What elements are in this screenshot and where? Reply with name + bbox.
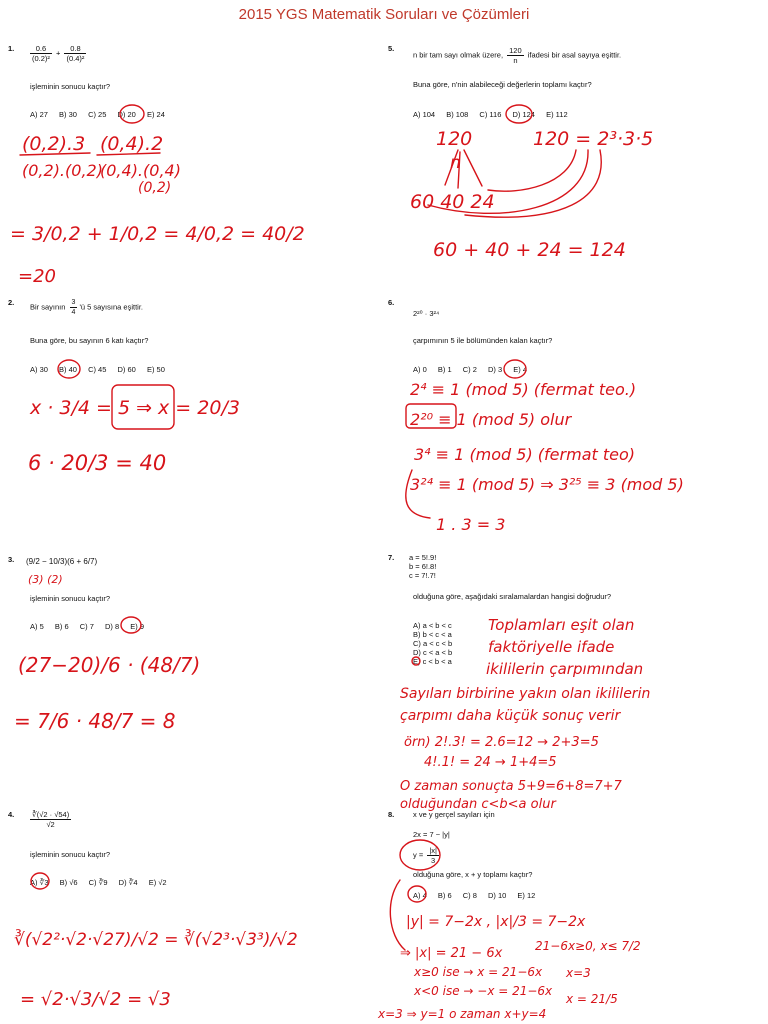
- option-a: A) 27: [30, 110, 48, 119]
- work-q5: 60 + 40 + 24 = 124: [433, 239, 626, 261]
- option-d: D) 8: [104, 622, 120, 631]
- option-c: C) 45: [88, 365, 107, 374]
- question-number: 1.: [8, 44, 15, 53]
- question-number: 8.: [388, 810, 395, 819]
- work-q6: 3⁴ ≡ 1 (mod 5) (fermat teo): [414, 445, 635, 464]
- answer-options: [30, 365, 174, 374]
- fraction-numerator: 0.6: [30, 44, 52, 54]
- question-8-equation-2: [413, 846, 441, 865]
- question-3-expression: (9/2 − 10/3)(6 + 6/7): [26, 557, 98, 566]
- option-a: A) 5: [30, 622, 44, 631]
- option-a: A) 4: [413, 891, 427, 900]
- question-number: 3.: [8, 555, 15, 564]
- question-number: 6.: [388, 298, 395, 307]
- option-a: A) a < b < c: [413, 621, 452, 630]
- option-b: B) 40: [59, 365, 77, 374]
- question-number: 2.: [8, 298, 15, 307]
- work-q4: = √2·√3/√2 = √3: [20, 989, 171, 1010]
- work-q1: (0,2).(0,2): [22, 161, 103, 180]
- question-number: 4.: [8, 810, 15, 819]
- option-a: A) 104: [413, 110, 436, 119]
- fraction-denominator: (0.4)²: [66, 54, 85, 63]
- question-5-stem: [413, 46, 621, 65]
- question-prompt: Buna göre, n'nin alabileceği değerlerin toplamı kaçtır?: [413, 80, 592, 89]
- fraction-denominator: √2: [46, 820, 55, 829]
- answer-options: [413, 621, 452, 666]
- work-q5: 120 = 2³·3·5: [533, 128, 654, 150]
- fraction-denominator: 4: [71, 309, 76, 316]
- work-q1: (0,4).(0,4): [100, 161, 181, 180]
- question-2-stem: [30, 298, 143, 317]
- fraction-numerator: 0.8: [64, 44, 86, 54]
- option-e: E) 12: [517, 891, 536, 900]
- work-q3: = 7/6 · 48/7 = 8: [14, 709, 176, 733]
- work-q2: x · 3/4 = 5 ⇒ x = 20/3: [30, 397, 240, 419]
- option-e: E) 9: [130, 622, 145, 631]
- question-4-expression: [28, 810, 73, 829]
- work-q8: ⇒ |x| = 21 − 6x: [400, 946, 503, 961]
- work-q8: x<0 ise → −x = 21−6x: [414, 984, 553, 998]
- answer-options: [413, 110, 577, 119]
- option-c: C) a < c < b: [413, 639, 453, 648]
- work-q7: Toplamları eşit olan: [488, 616, 635, 634]
- work-q5: n: [450, 153, 461, 173]
- fraction-numerator: |x|: [429, 846, 437, 855]
- work-q7: Sayıları birbirine yakın olan ikililerin: [400, 686, 651, 702]
- work-q2: 6 · 20/3 = 40: [28, 451, 167, 475]
- work-q8: x≥0 ise → x = 21−6x: [414, 965, 543, 979]
- work-q6: 2²⁰ ≡ 1 (mod 5) olur: [410, 410, 572, 429]
- work-q8: |y| = 7−2x , |x|/3 = 7−2x: [406, 914, 586, 930]
- fraction-numerator: ∛(√2 · √54): [32, 810, 70, 819]
- work-q8: 21−6x≥0, x≤ 7/2: [535, 939, 641, 953]
- question-prompt: olduğuna göre, aşağıdaki sıralamalardan hangisi doğrudur?: [413, 592, 612, 601]
- work-q3: (3) (2): [28, 573, 63, 586]
- question-6-expression: 2²⁰ · 3²⁴: [413, 309, 440, 318]
- work-q4: ∛(√2²·√2·√27)/√2 = ∛(√2³·√3³)/√2: [14, 930, 298, 950]
- stem-text: ifadesi bir asal sayıya eşittir.: [527, 50, 622, 60]
- option-e: E) 50: [146, 365, 165, 374]
- definition-a: a = 5!.9!: [409, 553, 437, 562]
- fraction-denominator: (0.2)²: [32, 54, 50, 63]
- work-q7: O zaman sonuçta 5+9=6+8=7+7: [400, 779, 622, 794]
- option-a: A) ∛3: [30, 878, 49, 887]
- option-d: D) 20: [117, 110, 136, 119]
- work-q7: olduğundan c<b<a olur: [400, 797, 556, 812]
- option-c: C) 7: [79, 622, 94, 631]
- work-q1: =20: [18, 266, 56, 287]
- option-b: B) 30: [59, 110, 77, 119]
- work-q1: (0,2).3: [22, 133, 86, 155]
- option-e: E) 4: [513, 365, 528, 374]
- fraction-denominator: n: [513, 56, 518, 65]
- question-prompt: Buna göre, bu sayının 6 katı kaçtır?: [30, 336, 149, 345]
- question-8-stem: x ve y gerçel sayıları için: [413, 810, 495, 819]
- fraction-denominator: 3: [431, 856, 436, 865]
- work-q7: faktöriyelle ifade: [488, 638, 615, 656]
- option-c: C) 2: [462, 365, 477, 374]
- answer-options: [30, 622, 153, 631]
- work-q3: (27−20)/6 · (48/7): [18, 653, 201, 677]
- work-q8: x=3: [566, 966, 591, 980]
- work-q6: 2⁴ ≡ 1 (mod 5) (fermat teo.): [410, 380, 637, 399]
- question-prompt: olduğuna göre, x + y toplamı kaçtır?: [413, 870, 533, 879]
- option-b: B) √6: [59, 878, 78, 887]
- answer-options: [30, 878, 176, 887]
- option-b: B) 108: [446, 110, 469, 119]
- work-q7: örn) 2!.3! = 2.6=12 → 2+3=5: [404, 735, 599, 750]
- option-a: A) 0: [413, 365, 427, 374]
- work-q7: ikililerin çarpımından: [486, 660, 644, 678]
- work-q7: çarpımı daha küçük sonuç verir: [400, 708, 621, 724]
- option-d: D) ∛4: [118, 878, 138, 887]
- option-d: D) 10: [487, 891, 507, 900]
- question-number: 5.: [388, 44, 395, 53]
- question-8-equation-1: 2x = 7 − |y|: [413, 830, 450, 839]
- option-a: A) 30: [30, 365, 48, 374]
- work-q6: 1 . 3 = 3: [436, 515, 506, 534]
- option-e: E) 24: [146, 110, 165, 119]
- work-q8: x = 21/5: [566, 992, 618, 1006]
- option-c: C) 8: [462, 891, 477, 900]
- work-q1: (0,2): [138, 180, 172, 196]
- option-b: B) 6: [437, 891, 452, 900]
- question-prompt: çarpımının 5 ile bölümünden kalan kaçtır?: [413, 336, 553, 345]
- option-c: C) 116: [479, 110, 502, 119]
- work-q5: 120: [436, 128, 473, 150]
- question-prompt: işleminin sonucu kaçtır?: [30, 850, 111, 859]
- option-d: D) c < a < b: [413, 648, 453, 657]
- option-b: B) b < c < a: [413, 630, 452, 639]
- work-q7: 4!.1! = 24 → 1+4=5: [424, 755, 557, 770]
- fraction-numerator: 120: [509, 46, 522, 55]
- option-c: C) 25: [88, 110, 107, 119]
- equation-lhs: y =: [413, 850, 424, 860]
- option-b: B) 1: [437, 365, 452, 374]
- work-q5: 60 40 24: [410, 191, 495, 213]
- option-e: E) 112: [546, 110, 568, 119]
- work-q1: = 3/0,2 + 1/0,2 = 4/0,2 = 40/2: [10, 223, 305, 245]
- question-number: 7.: [388, 553, 395, 562]
- option-e: E) c < b < a: [413, 657, 452, 666]
- definition-c: c = 7!.7!: [409, 571, 436, 580]
- option-d: D) 124: [512, 110, 535, 119]
- stem-text: 'ü 5 sayısına eşittir.: [79, 302, 143, 312]
- option-d: D) 60: [117, 365, 136, 374]
- stem-text: n bir tam sayı olmak üzere,: [413, 50, 504, 60]
- option-e: E) √2: [148, 878, 167, 887]
- option-b: B) 6: [54, 622, 69, 631]
- question-1-expression: $\frac{0.6}{\text{(0.2)²}}$ + $\frac{0.8}{\text{(0.4)²}}$: [32, 44, 85, 63]
- question-7-definitions: [409, 553, 436, 580]
- work-q8: x=3 ⇒ y=1 o zaman x+y=4: [378, 1007, 547, 1021]
- question-prompt: işleminin sonucu kaçtır?: [30, 594, 111, 603]
- answer-options: [413, 891, 544, 900]
- option-d: D) 3: [487, 365, 503, 374]
- work-q1: (0,4).2: [100, 133, 164, 155]
- stem-text: Bir sayının: [30, 302, 66, 312]
- answer-options: [413, 365, 536, 374]
- answer-options: [30, 110, 174, 119]
- question-prompt: işleminin sonucu kaçtır?: [30, 82, 111, 91]
- page-title: 2015 YGS Matematik Soruları ve Çözümleri: [238, 6, 530, 23]
- fraction-numerator: 3: [71, 299, 76, 306]
- option-c: C) ∛9: [88, 878, 108, 887]
- work-q6: 3²⁴ ≡ 1 (mod 5) ⇒ 3²⁵ ≡ 3 (mod 5): [410, 475, 684, 494]
- definition-b: b = 6!.8!: [409, 562, 437, 571]
